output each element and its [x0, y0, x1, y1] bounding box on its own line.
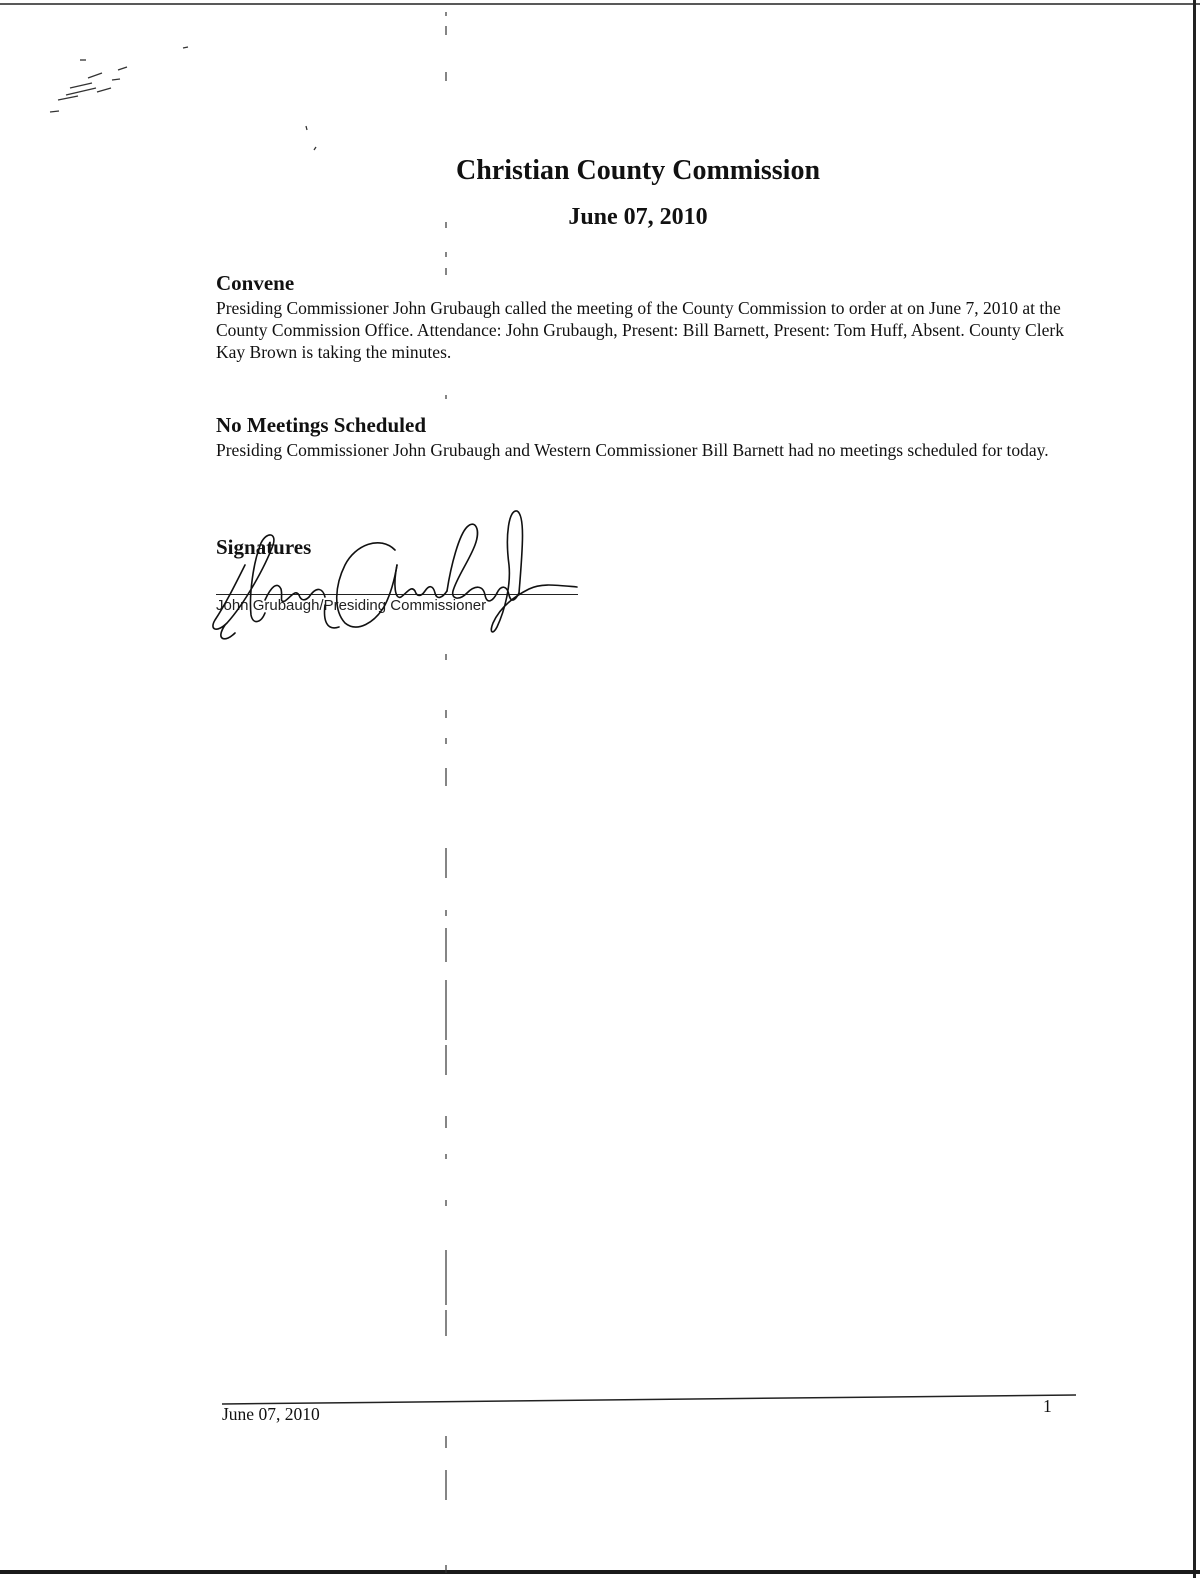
document-title: Christian County Commission [455, 155, 821, 186]
footer-rule [222, 1394, 1076, 1406]
section-convene [216, 271, 1076, 363]
handwritten-signature [205, 505, 585, 645]
footer-date: June 07, 2010 [222, 1404, 320, 1424]
document-date: June 07, 2010 [568, 204, 708, 230]
section-heading: No Meetings Scheduled [216, 413, 426, 437]
section-heading: Convene [216, 271, 295, 295]
section-body: Presiding Commissioner John Grubaugh called the meeting of the County Commission to order at on June 7, 2010 at the County Commission Office. Attendance: John Grubaugh, Present: Bill Barnett, Present: Tom Huff, Absent. County Clerk Kay Brown is taking the minutes. [216, 298, 1064, 362]
footer-page-number: 1 [1043, 1396, 1052, 1416]
scan-specks [0, 0, 340, 170]
page-right-edge [1193, 0, 1196, 1578]
signatures-heading: Signatures [216, 535, 312, 559]
section-no-meetings [216, 413, 1076, 461]
page-bottom-edge [0, 1570, 1200, 1574]
section-body: Presiding Commissioner John Grubaugh and Western Commissioner Bill Barnett had no meetings scheduled for today. [216, 440, 1049, 460]
scan-fold-marks [440, 0, 452, 1578]
signature-caption: John Grubaugh/Presiding Commissioner [216, 597, 487, 614]
